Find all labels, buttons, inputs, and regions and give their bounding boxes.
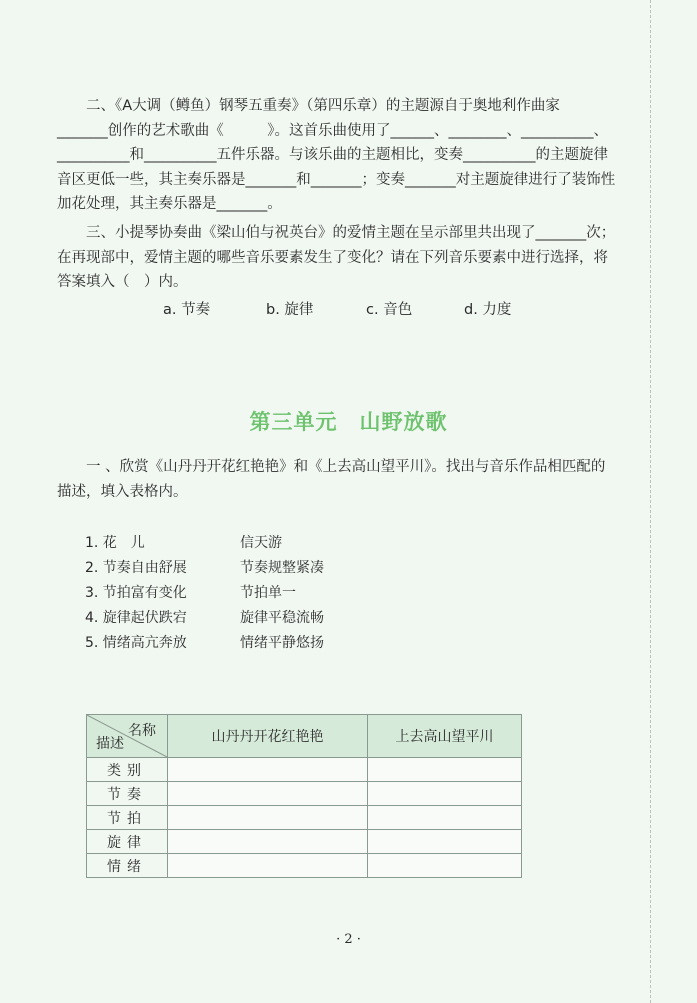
description-left: 4. 旋律起伏跌宕 bbox=[85, 610, 187, 626]
unit-title: 第三单元 山野放歌 bbox=[249, 410, 448, 434]
answer-cell[interactable] bbox=[168, 854, 368, 878]
answer-cell[interactable] bbox=[368, 782, 522, 806]
option-a: a. 节奏 bbox=[163, 302, 211, 318]
option-c: c. 音色 bbox=[366, 302, 413, 318]
answer-cell[interactable] bbox=[168, 830, 368, 854]
row-header: 类别 bbox=[87, 758, 168, 782]
description-list bbox=[85, 531, 324, 656]
row-header: 旋律 bbox=[87, 830, 168, 854]
description-left: 2. 节奏自由舒展 bbox=[85, 560, 187, 576]
question-3 bbox=[57, 221, 633, 295]
answer-cell[interactable] bbox=[168, 758, 368, 782]
table-corner-cell bbox=[87, 715, 168, 758]
list-item bbox=[85, 606, 324, 631]
matching-table bbox=[86, 714, 522, 878]
option-b: b. 旋律 bbox=[266, 302, 314, 318]
table-row bbox=[87, 854, 522, 878]
table-row bbox=[87, 806, 522, 830]
row-header: 节拍 bbox=[87, 806, 168, 830]
table-row bbox=[87, 782, 522, 806]
cut-guide-line bbox=[650, 0, 651, 1003]
description-right: 情绪平静悠扬 bbox=[240, 635, 324, 651]
question-3-line: 三、小提琴协奏曲《梁山伯与祝英台》的爱情主题在呈示部里共出现了_______次； bbox=[86, 225, 616, 241]
column-header: 山丹丹开花红艳艳 bbox=[168, 715, 368, 758]
answer-options bbox=[163, 298, 511, 319]
list-item bbox=[85, 531, 324, 556]
answer-cell[interactable] bbox=[168, 782, 368, 806]
description-right: 节奏规整紧凑 bbox=[240, 560, 324, 576]
question-3-line: 答案填入（ ）内。 bbox=[57, 274, 188, 290]
answer-cell[interactable] bbox=[368, 830, 522, 854]
table-row bbox=[87, 758, 522, 782]
answer-cell[interactable] bbox=[368, 758, 522, 782]
description-right: 节拍单一 bbox=[240, 585, 296, 601]
list-item bbox=[85, 581, 324, 606]
answer-cell[interactable] bbox=[368, 854, 522, 878]
row-header: 节奏 bbox=[87, 782, 168, 806]
description-left: 5. 情绪高亢奔放 bbox=[85, 635, 187, 651]
question-2-line: 加花处理，其主奏乐器是_______。 bbox=[57, 196, 282, 212]
question-2-line: 二、《A大调（鳟鱼）钢琴五重奏》（第四乐章）的主题源自于奥地利作曲家 bbox=[86, 98, 560, 114]
question-2 bbox=[57, 94, 633, 217]
list-item bbox=[85, 631, 324, 656]
answer-cell[interactable] bbox=[168, 806, 368, 830]
description-right: 信天游 bbox=[240, 535, 282, 551]
question-2-line: 音区更低一些，其主奏乐器是_______和_______；变奏_______对主题旋律进行了装饰性 bbox=[57, 171, 616, 188]
column-header: 上去高山望平川 bbox=[368, 715, 522, 758]
question-2-line: __________和__________五件乐器。与该乐曲的主题相比，变奏__________的主题旋律 bbox=[57, 147, 608, 163]
page-number: · 2 · bbox=[336, 932, 361, 947]
description-right: 旋律平稳流畅 bbox=[240, 610, 324, 626]
question-2-line: _______创作的艺术歌曲《 》。这首乐曲使用了______、________、__________、 bbox=[57, 122, 608, 139]
corner-label-name: 名称 bbox=[128, 723, 156, 739]
answer-cell[interactable] bbox=[368, 806, 522, 830]
option-d: d. 力度 bbox=[464, 302, 512, 318]
unit-question-1-line: 描述，填入表格内。 bbox=[57, 483, 188, 500]
row-header: 情绪 bbox=[87, 854, 168, 878]
unit-question-1 bbox=[57, 455, 633, 504]
unit-question-1-line: 一 、欣赏《山丹丹开花红艳艳》和《上去高山望平川》。找出与音乐作品相匹配的 bbox=[86, 459, 606, 475]
table-header-row bbox=[87, 715, 522, 758]
corner-label-description: 描述 bbox=[96, 736, 124, 752]
description-left: 1. 花 儿 bbox=[85, 535, 145, 551]
list-item bbox=[85, 556, 324, 581]
table-row bbox=[87, 830, 522, 854]
description-left: 3. 节拍富有变化 bbox=[85, 585, 187, 601]
question-3-line: 在再现部中，爱情主题的哪些音乐要素发生了变化？请在下列音乐要素中进行选择，将 bbox=[57, 249, 608, 266]
